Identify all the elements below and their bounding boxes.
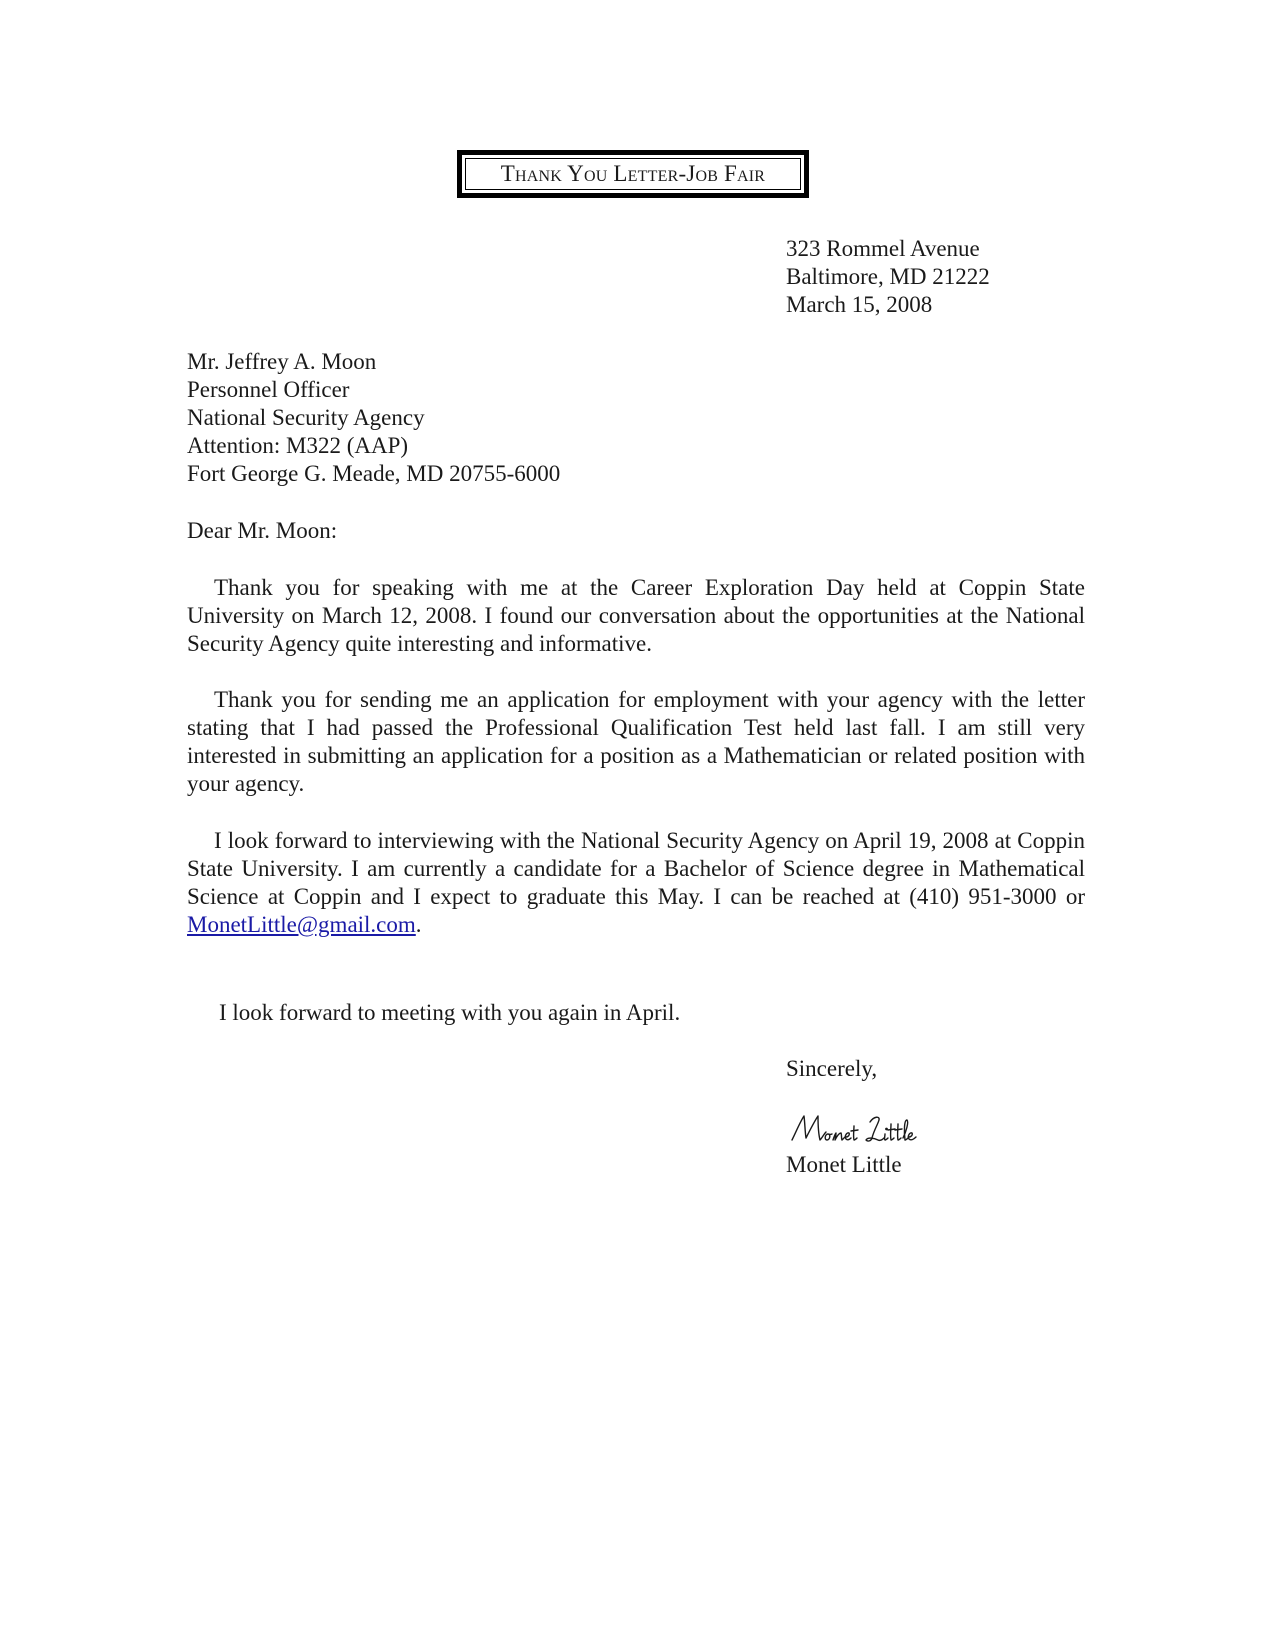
sender-city-state-zip: Baltimore, MD 21222 (786, 264, 990, 289)
body-paragraph-3 (187, 827, 1085, 939)
recipient-position: Personnel Officer (187, 377, 350, 402)
paragraph-3-text: I look forward to interviewing with the National Security Agency on April 19, 2008 at Coppin State University. I am currently a candidate for a Bachelor of Science degree in Mathematical Science at Coppin and I expect to graduate this May. I can be reached at (410) 951-3000 or (187, 828, 1085, 909)
paragraph-3-end: . (415, 912, 422, 937)
letter-date: March 15, 2008 (786, 292, 933, 317)
sender-street: 323 Rommel Avenue (786, 236, 980, 261)
title-box (457, 150, 809, 198)
recipient-attention: Attention: M322 (AAP) (187, 433, 409, 458)
body-paragraph-4: I look forward to meeting with you again in April. (219, 1000, 681, 1025)
handwritten-signature (788, 1110, 928, 1150)
email-link[interactable]: MonetLittle@gmail.com (187, 912, 416, 937)
closing: Sincerely, (786, 1056, 878, 1081)
recipient-address-block (187, 348, 560, 488)
recipient-city-state-zip: Fort George G. Meade, MD 20755-6000 (187, 461, 561, 486)
body-paragraph-2: Thank you for sending me an application for employment with your agency with the letter stating that I had passed the Professional Qualification Test held last fall. I am still very interested in submitting an application for a position as a Mathematician or related position with your agency. (187, 687, 1085, 796)
recipient-name: Mr. Jeffrey A. Moon (187, 349, 377, 374)
sender-address-block (786, 235, 990, 319)
body-paragraph-1: Thank you for speaking with me at the Career Exploration Day held at Coppin State University on March 12, 2008. I found our conversation about the opportunities at the National Security Agency quite interesting and informative. (187, 575, 1085, 656)
document-title: Thank You Letter-Job Fair (465, 158, 801, 190)
printed-name: Monet Little (786, 1152, 902, 1177)
recipient-organization: National Security Agency (187, 405, 425, 430)
salutation: Dear Mr. Moon: (187, 518, 338, 543)
